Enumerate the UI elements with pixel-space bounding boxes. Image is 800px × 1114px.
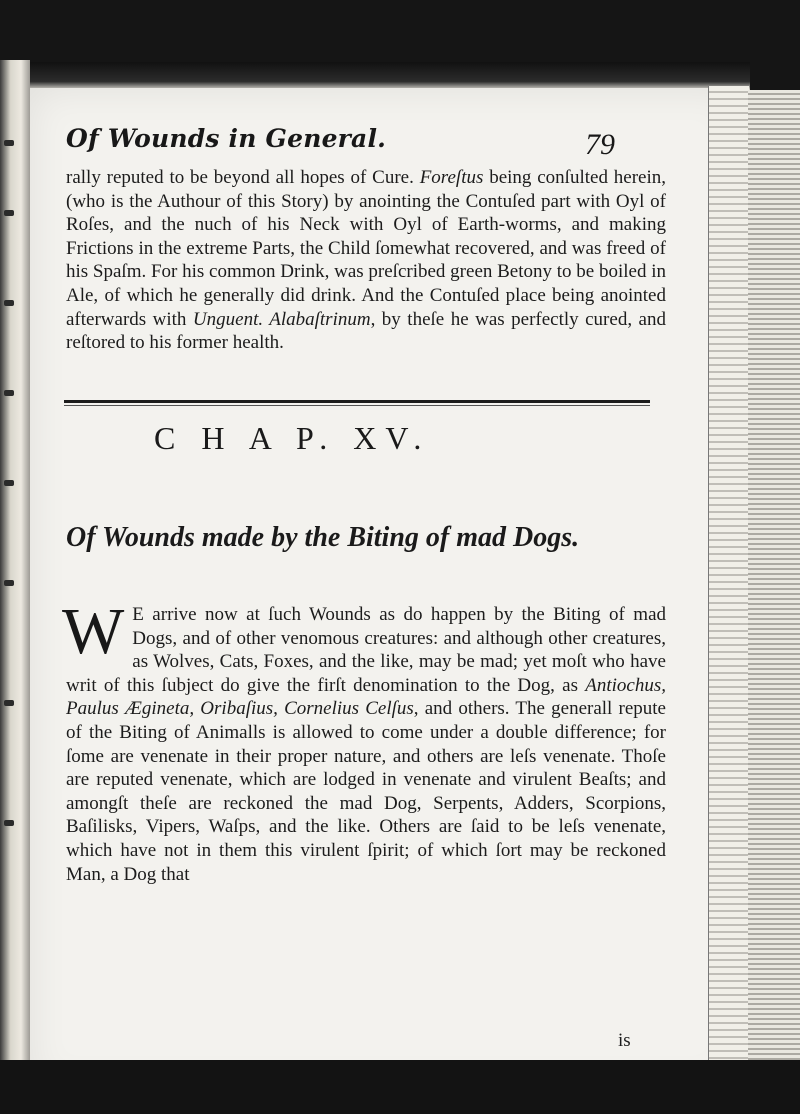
text-run: , by theſe he was perfectly cured, and reſtored to his former health. [66,308,666,354]
section-rule [64,400,650,403]
text-run: being conſulted herein, (who is the Authour of this Story) by anointing the Contuſed part with Oyl of Roſes, and the nuch of his Neck with Oyl of Earth-worms, and making Frictions in the extreme Parts, the Child ſomewhat recovered, and was freed of his Spaſm. For his common Drink, was preſcribed green Betony to be boiled in Ale, of which he generally did drink. And the Contuſed place being anointed afterwards with [66,167,667,330]
page-header [66,124,706,168]
margin-mark [4,480,14,486]
margin-mark [4,140,14,146]
margin-mark [4,300,14,306]
text-run: rally reputed to be beyond all hopes of Cure. [66,167,420,188]
previous-page-edge [0,60,30,1060]
running-head: Of Wounds in General. [66,124,387,153]
main-paragraph [62,595,666,886]
margin-mark [4,390,14,396]
top-paragraph [66,166,666,355]
margin-mark [4,820,14,826]
chapter-number: C H A P. XV. [154,420,431,456]
bottom-background [0,1060,800,1114]
margin-mark [4,580,14,586]
fore-edge-pages [708,86,749,1086]
text-run: , and others. The generall repute of the Biting of Animalls is allowed to come under a double difference; for ſome are venenate in their proper nature, and others are leſs venenate. Thoſe are reputed venenate, which are lodged in venenate and virulent Beaſts; and amongſt theſe are reckoned the mad Dog, Serpents, Adders, Scorpions, Baſilisks, Vipers, Waſps, and the like. Others are ſaid to be leſs venenate, which have not in them this virulent ſpirit; of which ſort may be reckoned Man, a Dog that [66,698,666,885]
page-number: 79 [585,128,615,161]
drop-cap: W [62,595,125,668]
remedy-name: Unguent. Alabaſtrinum [192,308,371,330]
text-run: E arrive now at ſuch Wounds as do happen by the Biting of mad Dogs, and of other venomous creatures: and although other creatures, as Wolves, Cats, Foxes, and the like, may be mad; yet moſt who have writ of this ſubject do give the firſt denomination to the Dog, as [66,604,666,696]
author-name: Foreſtus [419,167,484,188]
authors-list: Antiochus, Paulus Ægineta, Oribaſius, Cornelius Celſus [66,674,666,720]
margin-mark [4,210,14,216]
chapter-title: Of Wounds made by the Biting of mad Dogs. [66,522,580,553]
fore-edge-stack [748,90,800,1060]
catchword: is [618,1030,631,1051]
margin-mark [4,700,14,706]
section-rule-thin [64,405,650,406]
page-top-shadow [30,62,750,90]
